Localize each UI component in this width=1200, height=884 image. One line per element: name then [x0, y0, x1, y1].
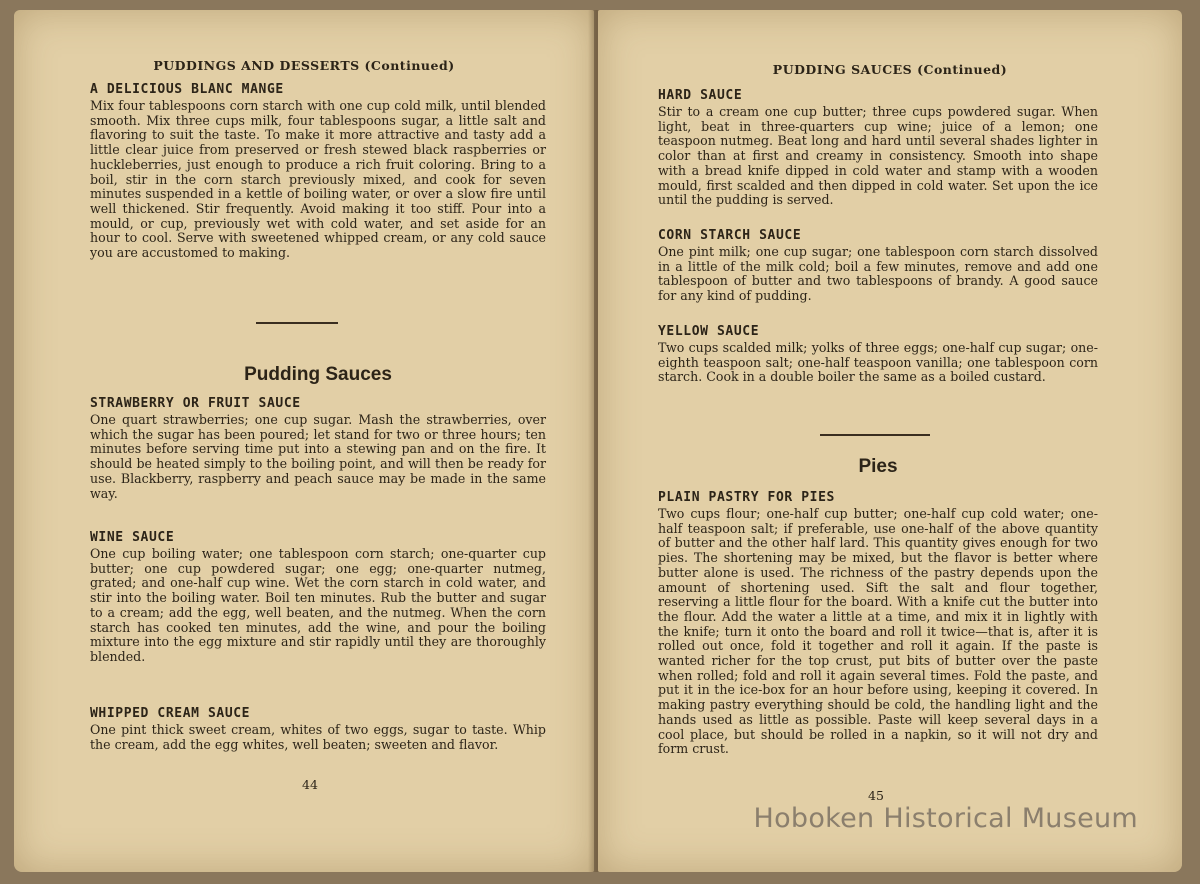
recipe-title: STRAWBERRY OR FRUIT SAUCE — [90, 396, 301, 411]
recipe-plain-pastry — [658, 490, 1098, 757]
section-title-pudding-sauces: Pudding Sauces — [244, 364, 392, 385]
section-title-pies: Pies — [858, 456, 898, 477]
recipe-strawberry-sauce — [90, 396, 546, 501]
right-page — [598, 10, 1182, 872]
museum-watermark: Hoboken Historical Museum — [753, 803, 1138, 834]
recipe-text: Mix four tablespoons corn starch with one cup cold milk, until blended smooth. Mix three cups milk, four tablespoons sugar, a little salt and flavoring to suit the taste. To make it more attractive and tasty add a little clear juice from preserved or fresh stewed black raspberries or huckleberries, just enough to produce a rich fruit coloring. Bring to a boil, stir in the corn starch previously mixed, and cook for seven minutes suspended in a kettle of boiling water, or over a slow fire until well thickened. Stir frequently. Avoid making it too stiff. Pour into a mould, or cup, previously wet with cold water, and set aside for an hour to cool. Serve with sweetened whipped cream, or any cold sauce you are accustomed to making. — [90, 98, 546, 261]
section-divider — [256, 322, 338, 324]
recipe-text: Two cups scalded milk; yolks of three eggs; one-half cup sugar; one-eighth teaspoon salt; one-half teaspoon vanilla; one tablespoon corn starch. Cook in a double boiler the same as a boiled custard. — [658, 340, 1098, 385]
recipe-text: One pint thick sweet cream, whites of two eggs, sugar to taste. Whip the cream, add the egg whites, well beaten; sweeten and flavor. — [90, 722, 546, 752]
recipe-text: Stir to a cream one cup butter; three cups powdered sugar. When light, beat in three-quarters cup wine; juice of a lemon; one teaspoon nutmeg. Beat long and hard until several shades lighter in color than at first and creamy in consistency. Smooth into shape with a bread knife dipped in cold water and stamp with a wooden mould, first scalded and then dipped in cold water. Set upon the ice until the pudding is served. — [658, 104, 1098, 208]
right-running-head — [598, 62, 1182, 77]
recipe-hard-sauce — [658, 88, 1098, 208]
section-divider — [820, 434, 930, 436]
recipe-corn-starch-sauce — [658, 228, 1098, 304]
left-page — [14, 10, 594, 872]
recipe-title: PLAIN PASTRY FOR PIES — [658, 490, 835, 505]
recipe-whipped-cream-sauce — [90, 706, 546, 752]
recipe-title: A DELICIOUS BLANC MANGE — [90, 82, 284, 97]
running-head-title: PUDDINGS AND DESSERTS — [153, 58, 360, 73]
recipe-text: One pint milk; one cup sugar; one tablespoon corn starch dissolved in a little of the milk cold; boil a few minutes, remove and add one tablespoon of butter and two tablespoons of brandy. A good sauce for any kind of pudding. — [658, 244, 1098, 304]
running-head-continued: (Continued) — [917, 62, 1008, 77]
recipe-text: One cup boiling water; one tablespoon corn starch; one-quarter cup butter; one cup powdered sugar; one egg; one-quarter nutmeg, grated; and one-half cup wine. Wet the corn starch in cold water, and stir into the boiling water. Boil ten minutes. Rub the butter and sugar to a cream; add the egg, well beaten, and the nutmeg. When the corn starch has cooked ten minutes, add the wine, and pour the boiling mixture into the egg mixture and stir rapidly until they are thoroughly blended. — [90, 546, 546, 664]
recipe-wine-sauce — [90, 530, 546, 665]
left-running-head — [14, 58, 594, 73]
recipe-text: One quart strawberries; one cup sugar. Mash the strawberries, over which the sugar has been poured; let stand for two or three hours; ten minutes before serving time put into a stewing pan and on the fire. It should be heated simply to the boiling point, and will then be ready for use. Blackberry, raspberry and peach sauce may be made in the same way. — [90, 412, 546, 501]
recipe-blanc-mange — [90, 82, 546, 261]
recipe-title: WINE SAUCE — [90, 530, 175, 545]
recipe-yellow-sauce — [658, 324, 1098, 385]
recipe-title: YELLOW SAUCE — [658, 324, 760, 339]
running-head-title: PUDDING SAUCES — [772, 62, 913, 77]
recipe-title: CORN STARCH SAUCE — [658, 228, 802, 243]
recipe-title: HARD SAUCE — [658, 88, 743, 103]
page-number: 45 — [868, 788, 884, 803]
recipe-text: Two cups flour; one-half cup butter; one-half cup cold water; one-half teaspoon salt; if preferable, use one-half of the above quantity of butter and the other half lard. This quantity gives enough for two pies. The shortening may be mixed, but the flavor is better where butter alone is used. The richness of the pastry depends upon the amount of shortening used. Sift the salt and flour together, reserving a little flour for the board. With a knife cut the butter into the flour. Add the water a little at a time, and mix it in lightly with the knife; turn it onto the board and roll it twice—that is, after it is rolled out once, fold it together and roll it again. If the paste is wanted richer for the top crust, put bits of butter over the paste when rolled; fold and roll it again several times. Fold the paste, and put it in the ice-box for an hour before using, keeping it covered. In making pastry everything should be cold, the handling light and the hands used as little as possible. Paste will keep several days in a cool place, but should be rolled in a napkin, so it will not dry and form crust. — [658, 506, 1098, 757]
recipe-title: WHIPPED CREAM SAUCE — [90, 706, 251, 721]
running-head-continued: (Continued) — [364, 58, 455, 73]
page-number: 44 — [302, 777, 318, 792]
